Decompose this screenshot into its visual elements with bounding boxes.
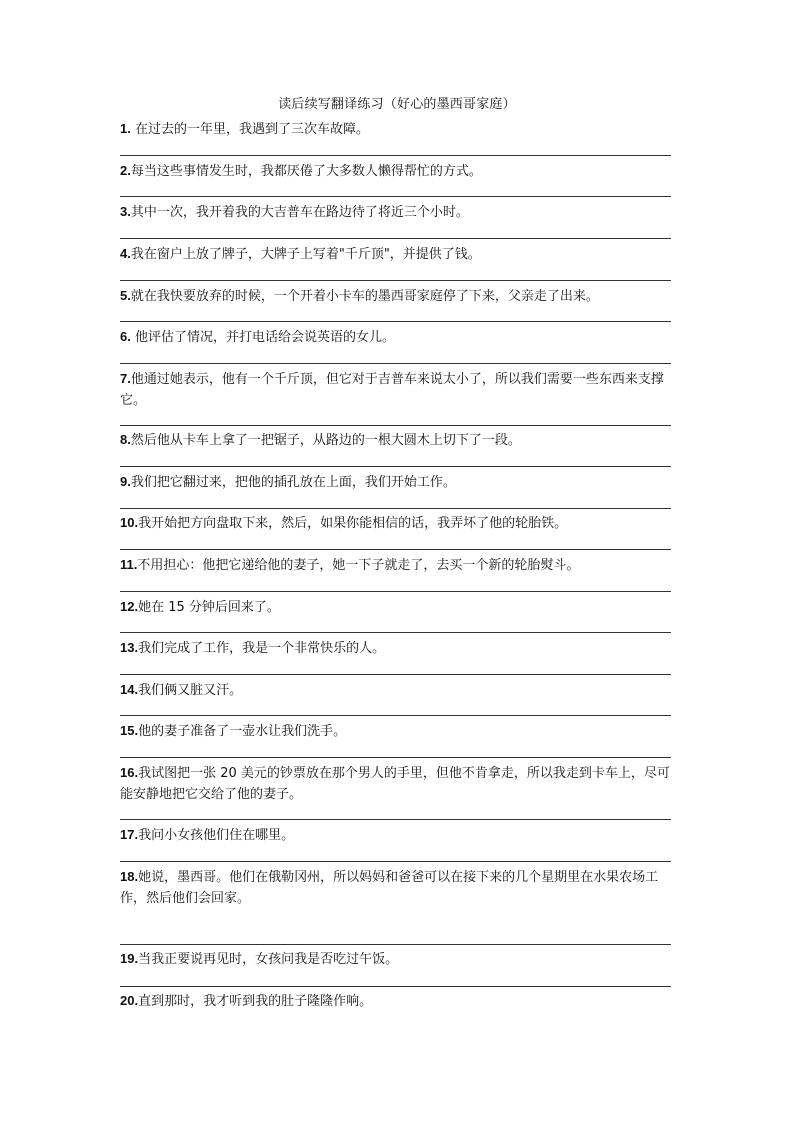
question-text: 她说，墨西哥。他们在俄勒冈州，所以妈妈和爸爸可以在接下来的几个星期里在水果农场工作，然后他们会回家。: [120, 870, 659, 906]
answer-line: [120, 591, 671, 592]
question-item: [120, 679, 676, 701]
question-item: [120, 429, 676, 451]
question-text: 每当这些事情发生时，我都厌倦了大多数人懒得帮忙的方式。: [130, 164, 482, 179]
question-number: 17.: [120, 827, 139, 842]
question-item: [120, 471, 676, 493]
question-text: 他的妻子准备了一壶水让我们洗手。: [138, 724, 347, 739]
worksheet-title: 读后续写翻译练习（好心的墨西哥家庭）: [278, 97, 516, 112]
answer-line: [120, 715, 671, 716]
question-number: 18.: [120, 869, 139, 884]
answer-line: [120, 466, 671, 467]
question-text: 就在我快要放弃的时候，一个开着小卡车的墨西哥家庭停了下来，父亲走了出来。: [130, 289, 599, 304]
question-item: [120, 326, 676, 348]
answer-line: [120, 280, 671, 281]
answer-line: [120, 986, 671, 987]
question-item: [120, 201, 676, 223]
question-number: 19.: [120, 951, 139, 966]
answer-line: [120, 632, 671, 633]
answer-line: [120, 819, 671, 820]
question-item: [120, 554, 676, 576]
question-number: 1.: [120, 121, 131, 136]
question-number: 3.: [120, 204, 131, 219]
answer-line: [120, 321, 671, 322]
question-text: 他通过她表示，他有一个千斤顶，但它对于吉普车来说太小了，所以我们需要一些东西来支撑它。: [120, 372, 664, 408]
question-item: [120, 243, 676, 265]
answer-line: [120, 155, 671, 156]
answer-line: [120, 549, 671, 550]
question-text: 他评估了情况，并打电话给会说英语的女儿。: [130, 330, 395, 345]
question-item: [120, 990, 676, 1012]
question-number: 13.: [120, 640, 139, 655]
question-text: 我们完成了工作，我是一个非常快乐的人。: [138, 641, 386, 656]
question-text: 我们俩又脏又汗。: [138, 683, 243, 698]
answer-line: [120, 861, 671, 862]
question-text: 当我正要说再见时，女孩问我是否吃过午饭。: [138, 952, 399, 967]
answer-line: [120, 363, 671, 364]
question-item: [120, 160, 676, 182]
question-item: [120, 285, 676, 307]
question-number: 9.: [120, 474, 131, 489]
question-text: 不用担心：他把它递给他的妻子，她一下子就走了，去买一个新的轮胎熨斗。: [137, 558, 580, 573]
question-item: [120, 512, 676, 534]
question-item: [120, 948, 676, 970]
answer-line: [120, 674, 671, 675]
answer-line: [120, 944, 671, 945]
question-number: 15.: [120, 723, 139, 738]
question-item: [120, 596, 676, 618]
question-number: 20.: [120, 993, 139, 1008]
question-text: 然后他从卡车上拿了一把锯子，从路边的一根大圆木上切下了一段。: [130, 433, 521, 448]
question-item: [120, 368, 676, 411]
answer-line: [120, 757, 671, 758]
question-text: 在过去的一年里，我遇到了三次车故障。: [130, 122, 369, 137]
question-number: 10.: [120, 515, 139, 530]
question-number: 2.: [120, 163, 131, 178]
question-text: 其中一次，我开着我的大吉普车在路边待了将近三个小时。: [130, 205, 469, 220]
question-text: 我试图把一张 20 美元的钞票放在那个男人的手里，但他不肯拿走，所以我走到卡车上，尽可能安静地把它交给了他的妻子。: [120, 766, 670, 802]
question-text: 我问小女孩他们住在哪里。: [138, 828, 295, 843]
question-text: 我们把它翻过来，把他的插孔放在上面，我们开始工作。: [130, 475, 456, 490]
question-text: 直到那时，我才听到我的肚子隆隆作响。: [138, 994, 373, 1009]
answer-line: [120, 425, 671, 426]
question-number: 5.: [120, 288, 131, 303]
question-number: 12.: [120, 599, 139, 614]
question-number: 11.: [120, 557, 138, 572]
question-text: 我在窗户上放了牌子，大牌子上写着"千斤顶"，并提供了钱。: [130, 247, 481, 262]
question-item: [120, 824, 676, 846]
question-item: [120, 637, 676, 659]
question-number: 8.: [120, 432, 131, 447]
question-number: 6.: [120, 329, 131, 344]
question-item: [120, 118, 676, 140]
question-item: [120, 762, 676, 805]
answer-line: [120, 238, 671, 239]
question-number: 14.: [120, 682, 139, 697]
answer-line: [120, 508, 671, 509]
answer-line: [120, 196, 671, 197]
question-item: [120, 720, 676, 742]
question-number: 16.: [120, 765, 139, 780]
question-number: 4.: [120, 246, 131, 261]
question-text: 她在 15 分钟后回来了。: [138, 600, 280, 615]
question-item: [120, 866, 676, 909]
question-text: 我开始把方向盘取下来，然后，如果你能相信的话，我弄坏了他的轮胎铁。: [138, 516, 568, 531]
question-number: 7.: [120, 371, 131, 386]
